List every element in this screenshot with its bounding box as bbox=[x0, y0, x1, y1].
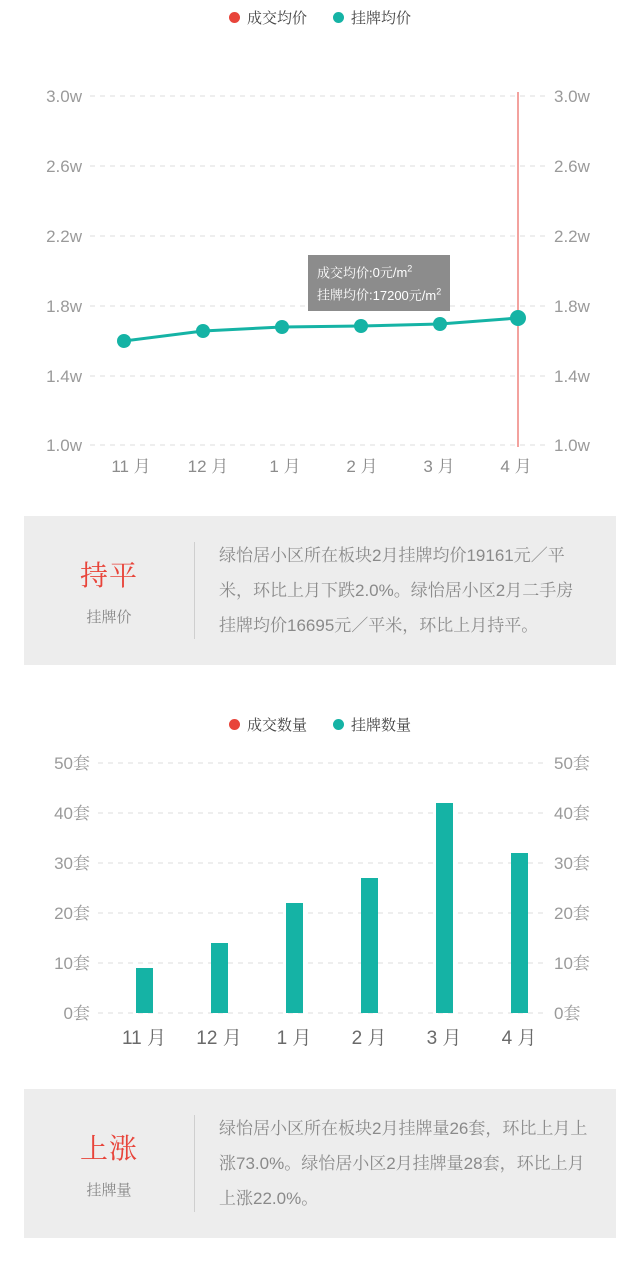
svg-text:30套: 30套 bbox=[54, 854, 90, 873]
svg-text:1.4w: 1.4w bbox=[46, 367, 82, 386]
svg-text:0套: 0套 bbox=[63, 1004, 90, 1023]
price-summary-left bbox=[24, 538, 194, 643]
svg-text:2.2w: 2.2w bbox=[554, 227, 590, 246]
y-axis-left-labels bbox=[46, 87, 83, 455]
count-trend-title: 上涨 bbox=[79, 1133, 138, 1164]
svg-text:12 月: 12 月 bbox=[187, 457, 229, 476]
svg-text:11 月: 11 月 bbox=[121, 1028, 167, 1049]
svg-text:1 月: 1 月 bbox=[269, 457, 301, 476]
legend-dot-icon bbox=[229, 12, 240, 23]
legend-item-chengjiao-count bbox=[229, 714, 307, 735]
svg-text:20套: 20套 bbox=[54, 904, 90, 923]
legend-dot-icon bbox=[229, 719, 240, 730]
count-summary-left bbox=[24, 1111, 194, 1216]
svg-text:3.0w: 3.0w bbox=[554, 87, 590, 106]
tooltip-value: 17200元$/m^2$ bbox=[372, 286, 442, 303]
svg-text:30套: 30套 bbox=[554, 854, 590, 873]
tooltip-line-chengjiao bbox=[317, 260, 441, 282]
svg-text:4 月: 4 月 bbox=[501, 1028, 537, 1049]
price-summary-card bbox=[24, 516, 616, 665]
price-chart-legend bbox=[0, 0, 640, 34]
tooltip-value: 0元$/m^2$ bbox=[372, 264, 413, 281]
svg-text:2.2w: 2.2w bbox=[46, 227, 82, 246]
legend-dot-icon bbox=[333, 12, 344, 23]
count-trend-subtitle: 挂牌量 bbox=[86, 1182, 132, 1199]
svg-text:12 月: 12 月 bbox=[196, 1028, 242, 1049]
legend-item-guapai-price bbox=[333, 7, 411, 28]
svg-text:20套: 20套 bbox=[554, 904, 590, 923]
svg-text:3 月: 3 月 bbox=[426, 1028, 462, 1049]
legend-dot-icon bbox=[333, 719, 344, 730]
svg-text:40套: 40套 bbox=[554, 804, 590, 823]
svg-text:2 月: 2 月 bbox=[346, 457, 378, 476]
count-bar-chart bbox=[0, 741, 640, 1061]
tooltip-line-guapai bbox=[317, 282, 441, 304]
svg-text:1.8w: 1.8w bbox=[46, 297, 82, 316]
guapai-price-points bbox=[117, 310, 526, 348]
svg-text:10套: 10套 bbox=[54, 954, 90, 973]
svg-text:1.4w: 1.4w bbox=[554, 367, 590, 386]
svg-text:2 月: 2 月 bbox=[351, 1028, 387, 1049]
price-trend-title: 持平 bbox=[79, 560, 138, 591]
count-summary-text: 绿怡居小区所在板块2月挂牌量26套，环比上月上涨73.0%。绿怡居小区2月挂牌量28套，环比上月上涨22.0%。 bbox=[219, 1119, 588, 1208]
count-summary-card bbox=[24, 1089, 616, 1238]
gridlines bbox=[98, 763, 545, 1013]
price-summary-text: 绿怡居小区所在板块2月挂牌均价19161元／平米，环比上月下跌2.0%。绿怡居小区2月二手房挂牌均价16695元／平米，环比上月持平。 bbox=[219, 546, 574, 635]
svg-text:3.0w: 3.0w bbox=[46, 87, 82, 106]
svg-text:4 月: 4 月 bbox=[500, 457, 532, 476]
svg-text:11 月: 11 月 bbox=[111, 457, 151, 476]
legend-label: 成交数量 bbox=[246, 716, 307, 734]
guapai-price-line bbox=[124, 318, 518, 341]
svg-text:2.6w: 2.6w bbox=[554, 157, 590, 176]
y-axis-left-labels bbox=[54, 754, 90, 1023]
y-axis-right-labels bbox=[554, 87, 591, 455]
legend-label: 成交均价 bbox=[246, 9, 307, 27]
svg-text:2.6w: 2.6w bbox=[46, 157, 82, 176]
legend-item-guapai-count bbox=[333, 714, 411, 735]
svg-text:50套: 50套 bbox=[54, 754, 90, 773]
svg-text:1.0w: 1.0w bbox=[554, 436, 590, 455]
svg-text:50套: 50套 bbox=[554, 754, 590, 773]
svg-text:1 月: 1 月 bbox=[276, 1028, 312, 1049]
y-axis-right-labels bbox=[554, 754, 590, 1023]
svg-text:0套: 0套 bbox=[554, 1004, 581, 1023]
legend-label: 挂牌均价 bbox=[351, 9, 412, 27]
svg-text:3 月: 3 月 bbox=[423, 457, 455, 476]
tooltip-label: 挂牌均价: bbox=[317, 287, 373, 303]
price-trend-subtitle: 挂牌价 bbox=[86, 609, 132, 626]
price-tooltip bbox=[308, 255, 450, 311]
svg-text:1.0w: 1.0w bbox=[46, 436, 82, 455]
x-axis-labels bbox=[122, 1028, 536, 1049]
legend-label: 挂牌数量 bbox=[351, 716, 412, 734]
price-line-chart bbox=[0, 34, 640, 476]
guapai-count-bars bbox=[136, 803, 528, 1013]
price-chart-svg bbox=[0, 34, 640, 476]
count-chart-svg bbox=[0, 741, 640, 1061]
svg-text:1.8w: 1.8w bbox=[554, 297, 590, 316]
legend-item-chengjiao-price bbox=[229, 7, 307, 28]
svg-text:40套: 40套 bbox=[54, 804, 90, 823]
tooltip-label: 成交均价: bbox=[317, 265, 373, 281]
svg-text:10套: 10套 bbox=[554, 954, 590, 973]
count-chart-legend bbox=[0, 707, 640, 741]
